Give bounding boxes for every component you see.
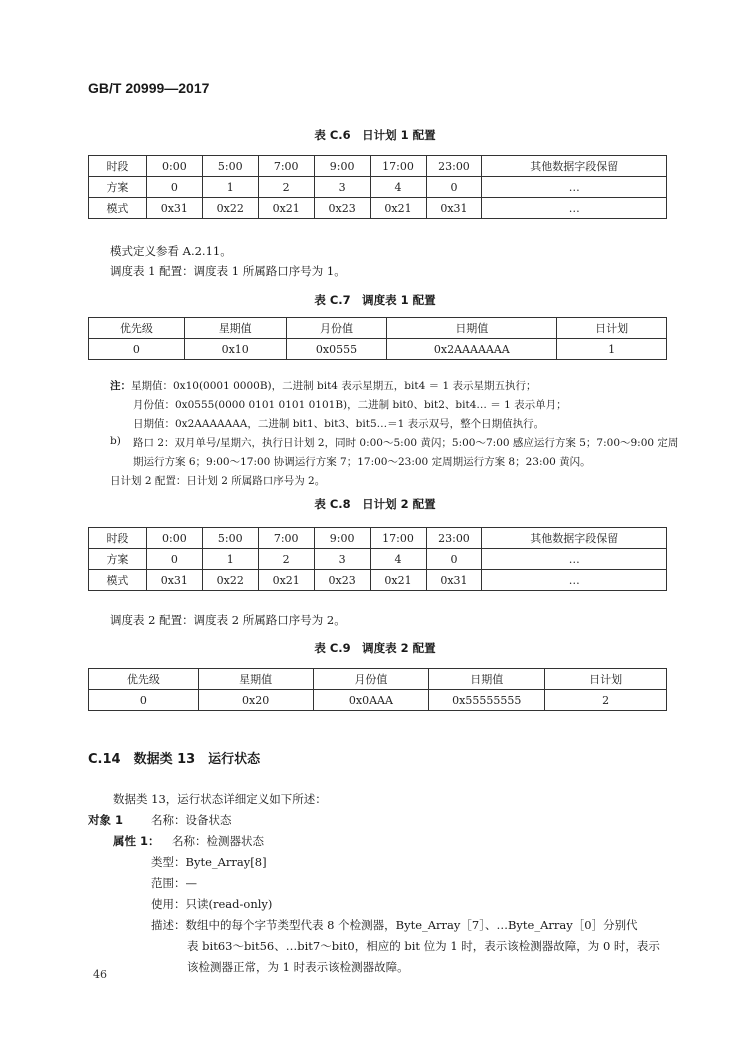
table-cell: 3 (314, 177, 370, 198)
table-cell: 模式 (89, 570, 147, 591)
table-cell: 0x0AAA (313, 690, 429, 711)
table-cell: 0x55555555 (429, 690, 545, 711)
table-cell: 0:00 (146, 156, 202, 177)
attribute-range: 范围：— (151, 876, 197, 890)
table-cell: 9:00 (314, 156, 370, 177)
section-intro: 数据类 13，运行状态详细定义如下所述： (113, 792, 327, 806)
note-line-2: 月份值：0x0555(0000 0101 0101 0101B)，二进制 bit0、bit2、bit4… ＝ 1 表示单月； (133, 399, 567, 411)
table-c9-caption: 表 C.9 调度表 2 配置 (314, 641, 436, 655)
note-line-1: 注：星期值：0x10(0001 0000B)，二进制 bit4 表示星期五，bit4 ＝ 1 表示星期五执行； (110, 380, 537, 392)
table-cell: 4 (370, 177, 426, 198)
table-cell: 3 (314, 549, 370, 570)
attribute-description-2: 表 bit63～bit56、…bit7～bit0，相应的 bit 位为 1 时，表示该检测器故障，为 0 时，表示 (187, 939, 660, 953)
table-cell: 模式 (89, 198, 147, 219)
table-cell: 0x23 (314, 198, 370, 219)
table-cell: 2 (258, 549, 314, 570)
table-cell: 0x23 (314, 570, 370, 591)
table-cell: 2 (258, 177, 314, 198)
table-cell: 时段 (89, 156, 147, 177)
standard-code: GB/T 20999—2017 (88, 80, 210, 96)
page-number: 46 (93, 968, 107, 981)
table-c9 (88, 668, 667, 711)
table-cell: 17:00 (370, 528, 426, 549)
attribute-label: 属性 1： (113, 834, 160, 848)
table-cell: 优先级 (89, 318, 185, 339)
table-cell: 5:00 (202, 528, 258, 549)
table-cell: 0:00 (146, 528, 202, 549)
mode-definition-text: 模式定义参看 A.2.11。 (110, 244, 232, 258)
table-cell: 0 (89, 690, 199, 711)
table-cell: 5:00 (202, 156, 258, 177)
attribute-type: 类型：Byte_Array[8] (151, 855, 267, 869)
table-cell: 日期值 (387, 318, 557, 339)
table-c6-caption: 表 C.6 日计划 1 配置 (314, 128, 436, 142)
table-cell: 0x21 (258, 198, 314, 219)
item-b-line-1: 路口 2：双月单号/星期六，执行日计划 2，同时 0:00～5:00 黄闪；5:00～7:00 感应运行方案 5；7:00～9:00 定周 (133, 437, 679, 449)
table-c7 (88, 317, 667, 360)
attribute-description-1: 描述：数组中的每个字节类型代表 8 个检测器，Byte_Array［7］、…Byte_Array［0］分别代 (151, 918, 638, 932)
table-cell: 时段 (89, 528, 147, 549)
table-cell: 0 (426, 177, 482, 198)
table-cell: 其他数据字段保留 (482, 156, 667, 177)
table-cell: 0 (89, 339, 185, 360)
table-row (89, 570, 667, 591)
table-cell: 23:00 (426, 528, 482, 549)
table-cell: 方案 (89, 177, 147, 198)
schedule-1-text: 调度表 1 配置：调度表 1 所属路口序号为 1。 (110, 264, 346, 278)
table-cell: 优先级 (89, 669, 199, 690)
table-cell: 1 (202, 549, 258, 570)
table-cell: … (482, 549, 667, 570)
table-cell: 日计划 (557, 318, 667, 339)
table-c7-caption: 表 C.7 调度表 1 配置 (314, 293, 436, 307)
table-cell: 9:00 (314, 528, 370, 549)
table-cell: 日计划 (545, 669, 667, 690)
table-c8 (88, 527, 667, 591)
table-cell: 4 (370, 549, 426, 570)
table-header-row (89, 669, 667, 690)
table-cell: 0x2AAAAAAA (387, 339, 557, 360)
table-cell: 0x31 (146, 198, 202, 219)
table-cell: 其他数据字段保留 (482, 528, 667, 549)
table-cell: 0x22 (202, 198, 258, 219)
table-row (89, 198, 667, 219)
item-b-label: b) (110, 435, 121, 447)
table-cell: 2 (545, 690, 667, 711)
table-cell: 0x31 (146, 570, 202, 591)
table-header-row (89, 528, 667, 549)
table-cell: 1 (202, 177, 258, 198)
table-row (89, 549, 667, 570)
table-row (89, 690, 667, 711)
table-cell: 0x31 (426, 198, 482, 219)
table-cell: 0x20 (198, 690, 313, 711)
table-cell: 0x31 (426, 570, 482, 591)
table-cell: 月份值 (313, 669, 429, 690)
table-cell: … (482, 177, 667, 198)
table-cell: 星期值 (184, 318, 286, 339)
table-header-row (89, 318, 667, 339)
section-heading: C.14 数据类 13 运行状态 (88, 752, 261, 767)
table-cell: 7:00 (258, 528, 314, 549)
table-header-row (89, 156, 667, 177)
table-cell: 月份值 (286, 318, 387, 339)
table-cell: 0 (426, 549, 482, 570)
attribute-description-3: 该检测器正常，为 1 时表示该检测器故障。 (187, 960, 409, 974)
table-cell: 0x21 (370, 570, 426, 591)
table-c8-caption: 表 C.8 日计划 2 配置 (314, 497, 436, 511)
table-cell: 0 (146, 549, 202, 570)
table-cell: 17:00 (370, 156, 426, 177)
table-cell: 方案 (89, 549, 147, 570)
day-plan-2-text: 日计划 2 配置：日计划 2 所属路口序号为 2。 (110, 475, 326, 487)
table-cell: 0x22 (202, 570, 258, 591)
table-cell: 0 (146, 177, 202, 198)
object-name: 名称：设备状态 (151, 813, 232, 827)
table-cell: 星期值 (198, 669, 313, 690)
item-b-line-2: 期运行方案 6；9:00～17:00 协调运行方案 7；17:00～23:00 定周期运行方案 8；23:00 黄闪。 (133, 456, 591, 468)
table-cell: 0x0555 (286, 339, 387, 360)
table-cell: 1 (557, 339, 667, 360)
table-row (89, 177, 667, 198)
table-cell: … (482, 198, 667, 219)
attribute-name: 名称：检测器状态 (172, 834, 264, 848)
table-cell: 23:00 (426, 156, 482, 177)
table-row (89, 339, 667, 360)
note-line-3: 日期值：0x2AAAAAAA，二进制 bit1、bit3、bit5…＝1 表示双号，整个日期值执行。 (133, 418, 545, 430)
table-cell: … (482, 570, 667, 591)
object-label: 对象 1 (88, 813, 124, 827)
table-cell: 0x21 (370, 198, 426, 219)
note-label: 注： (110, 380, 131, 392)
schedule-2-text: 调度表 2 配置：调度表 2 所属路口序号为 2。 (110, 613, 346, 627)
attribute-usage: 使用：只读(read-only) (151, 897, 273, 911)
table-cell: 7:00 (258, 156, 314, 177)
table-cell: 日期值 (429, 669, 545, 690)
table-c6 (88, 155, 667, 219)
table-cell: 0x10 (184, 339, 286, 360)
table-cell: 0x21 (258, 570, 314, 591)
